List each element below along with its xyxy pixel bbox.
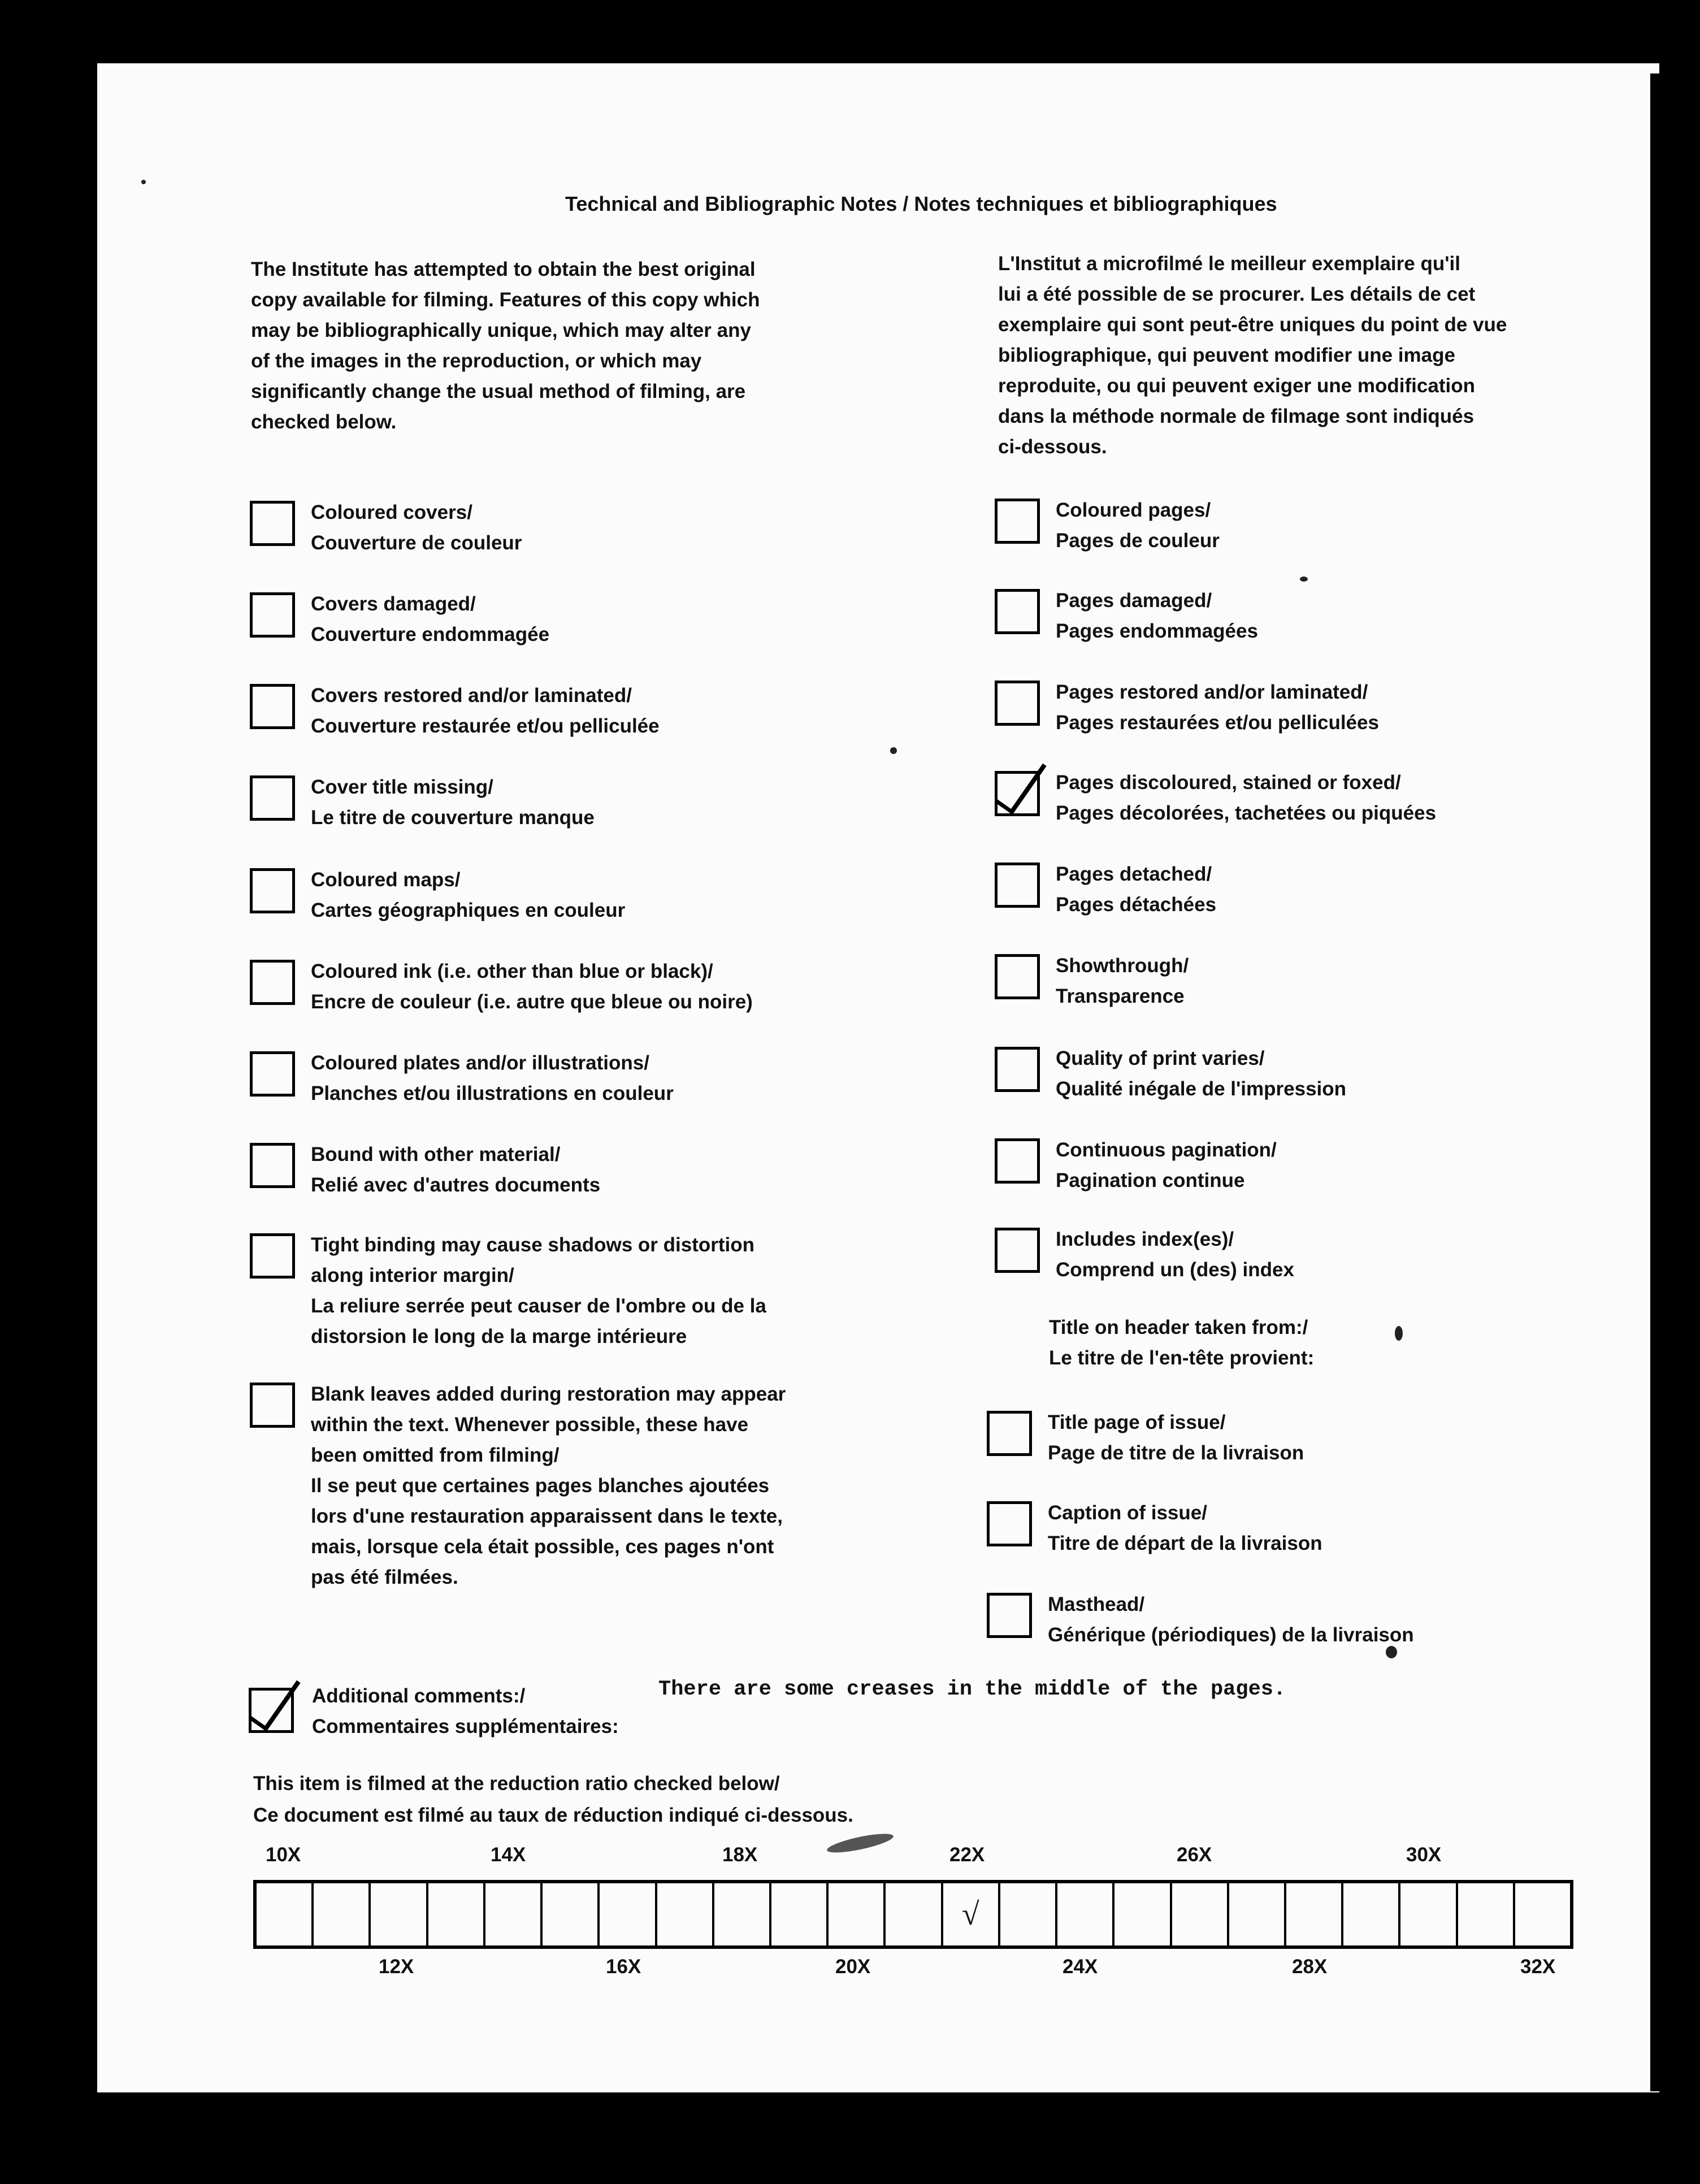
ratio-cell[interactable] (1227, 1883, 1284, 1945)
header-source-note: Title on header taken from:/ Le titre de l'en-tête provient: (1049, 1316, 1315, 1369)
left-checklist-label: Coloured maps/ Cartes géographiques en couleur (311, 869, 626, 921)
left-checklist-checkbox[interactable] (250, 960, 295, 1005)
ratio-cell[interactable] (540, 1883, 597, 1945)
ratio-bottom-label: 20X (835, 1956, 871, 1978)
ratio-top-label: 26X (1177, 1844, 1212, 1866)
ratio-cell[interactable] (483, 1883, 540, 1945)
ratio-bottom-label: 32X (1520, 1956, 1556, 1978)
ratio-cell[interactable] (1112, 1883, 1169, 1945)
left-checklist-checkbox[interactable] (250, 868, 295, 913)
issue-checklist-checkbox[interactable] (987, 1593, 1032, 1638)
right-checklist-checkbox[interactable] (995, 954, 1040, 999)
right-checklist-label: Quality of print varies/ Qualité inégale de l'impression (1056, 1047, 1347, 1100)
left-checklist-label: Coloured plates and/or illustrations/ Planches et/ou illustrations en couleur (311, 1052, 674, 1104)
right-checklist-label: Pages damaged/ Pages endommagées (1056, 590, 1258, 642)
additional-comments-label: Additional comments:/ Commentaires supplémentaires: (312, 1685, 619, 1737)
left-checklist-label: Cover title missing/ Le titre de couverture manque (311, 776, 595, 829)
ratio-cell[interactable] (712, 1883, 769, 1945)
scan-speck (1386, 1646, 1397, 1658)
ratio-cell[interactable] (1513, 1883, 1570, 1945)
left-checklist-label: Bound with other material/ Relié avec d'autres documents (311, 1143, 601, 1196)
ratio-cell[interactable] (1170, 1883, 1227, 1945)
right-checklist-checkbox[interactable] (995, 1228, 1040, 1273)
reduction-ratio-scale (253, 1880, 1573, 1949)
scan-speck (890, 747, 897, 754)
ratio-check-mark: √ (961, 1897, 979, 1932)
ratio-cell[interactable] (1398, 1883, 1455, 1945)
right-checklist-label: Pages discoloured, stained or foxed/ Pages décolorées, tachetées ou piquées (1056, 772, 1437, 824)
right-checklist-checkbox[interactable] (995, 863, 1040, 908)
left-checklist-checkbox[interactable] (250, 1383, 295, 1428)
additional-comments-checkbox[interactable] (249, 1688, 294, 1733)
right-checklist-checkbox[interactable] (995, 499, 1040, 544)
issue-checklist-checkbox[interactable] (987, 1411, 1032, 1456)
right-checklist-checkbox[interactable] (995, 771, 1040, 816)
ratio-cell[interactable] (826, 1883, 883, 1945)
ratio-bottom-label: 16X (606, 1956, 641, 1978)
additional-comments-text: There are some creases in the middle of the pages. (658, 1678, 1286, 1701)
right-checklist-label: Includes index(es)/ Comprend un (des) index (1056, 1228, 1294, 1281)
right-checklist-label: Showthrough/ Transparence (1056, 955, 1189, 1007)
left-checklist-checkbox[interactable] (250, 1051, 295, 1097)
ratio-cell[interactable] (597, 1883, 654, 1945)
ratio-cell[interactable] (1456, 1883, 1513, 1945)
left-checklist-checkbox[interactable] (250, 501, 295, 546)
left-checklist-checkbox[interactable] (250, 592, 295, 638)
ratio-top-label: 14X (491, 1844, 526, 1866)
left-checklist-label: Tight binding may cause shadows or distortion along interior margin/ La reliure serrée peut causer de l'ombre ou de la distorsion le long de la marge intérieure (311, 1234, 766, 1347)
scan-speck (141, 180, 146, 184)
ratio-top-label: 22X (949, 1844, 985, 1866)
ratio-cell[interactable] (1055, 1883, 1112, 1945)
ratio-bottom-label: 12X (379, 1956, 414, 1978)
left-checklist-checkbox[interactable] (250, 1233, 295, 1279)
ratio-cell[interactable] (655, 1883, 712, 1945)
left-checklist-label: Covers restored and/or laminated/ Couverture restaurée et/ou pelliculée (311, 684, 660, 737)
right-checklist-checkbox[interactable] (995, 1047, 1040, 1092)
issue-checklist-label: Masthead/ Générique (périodiques) de la livraison (1048, 1593, 1414, 1646)
intro-english: The Institute has attempted to obtain the best original copy available for filming. Features of this copy which may be bibliographically unique, which may alter any of the images in the reproduction, or which may significantly change the usual method of filming, are checked below. (251, 258, 760, 433)
left-checklist-label: Coloured covers/ Couverture de couleur (311, 501, 522, 554)
ratio-cell[interactable] (368, 1883, 426, 1945)
right-checklist-checkbox[interactable] (995, 681, 1040, 726)
ratio-cell[interactable] (769, 1883, 826, 1945)
scan-speck (1395, 1326, 1403, 1341)
page-title: Technical and Bibliographic Notes / Notes techniques et bibliographiques (565, 192, 1277, 215)
right-checklist-label: Pages detached/ Pages détachées (1056, 863, 1217, 916)
scan-speck (1300, 577, 1308, 582)
page-edge-shadow (1650, 73, 1660, 2091)
ratio-cell[interactable] (426, 1883, 483, 1945)
ratio-cell[interactable] (941, 1883, 998, 1945)
ratio-cell[interactable] (311, 1883, 368, 1945)
right-checklist-checkbox[interactable] (995, 1138, 1040, 1184)
left-checklist-label: Coloured ink (i.e. other than blue or black)/ Encre de couleur (i.e. autre que bleue ou noire) (311, 960, 753, 1013)
issue-checklist-label: Title page of issue/ Page de titre de la livraison (1048, 1411, 1304, 1464)
right-checklist-label: Continuous pagination/ Pagination continue (1056, 1139, 1277, 1191)
left-checklist-label: Covers damaged/ Couverture endommagée (311, 593, 550, 645)
ratio-cell[interactable] (257, 1883, 311, 1945)
right-checklist-label: Pages restored and/or laminated/ Pages restaurées et/ou pelliculées (1056, 681, 1379, 734)
ratio-cell[interactable] (883, 1883, 940, 1945)
ratio-top-label: 10X (266, 1844, 301, 1866)
left-checklist-label: Blank leaves added during restoration may appear within the text. Whenever possible, these have been omitted from filming/ Il se peut que certaines pages blanches ajoutées lors d'une restauration apparaissent dans le texte, mais, lorsque cela était possible, ces pages n'ont pas été filmées. (311, 1383, 786, 1588)
ratio-cell[interactable] (998, 1883, 1055, 1945)
reduction-ratio-statement: This item is filmed at the reduction ratio checked below/ Ce document est filmé au taux de réduction indiqué ci-dessous. (253, 1773, 853, 1826)
ratio-top-label: 30X (1406, 1844, 1442, 1866)
right-checklist-checkbox[interactable] (995, 589, 1040, 634)
ratio-cell[interactable] (1284, 1883, 1341, 1945)
ratio-top-label: 18X (722, 1844, 758, 1866)
intro-french: L'Institut a microfilmé le meilleur exemplaire qu'il lui a été possible de se procurer. Les détails de cet exemplaire qui sont peut-être uniques du point de vue bibliographique, qui peuvent modifier une image reproduite, ou qui peuvent exiger une modification dans la méthode normale de filmage sont indiqués ci-dessous. (998, 253, 1507, 458)
right-checklist-label: Coloured pages/ Pages de couleur (1056, 499, 1220, 552)
left-checklist-checkbox[interactable] (250, 684, 295, 729)
ratio-bottom-label: 28X (1292, 1956, 1328, 1978)
ratio-bottom-label: 24X (1062, 1956, 1098, 1978)
issue-checklist-checkbox[interactable] (987, 1501, 1032, 1546)
left-checklist-checkbox[interactable] (250, 775, 295, 821)
left-checklist-checkbox[interactable] (250, 1143, 295, 1188)
issue-checklist-label: Caption of issue/ Titre de départ de la livraison (1048, 1502, 1322, 1554)
ratio-cell[interactable] (1341, 1883, 1398, 1945)
